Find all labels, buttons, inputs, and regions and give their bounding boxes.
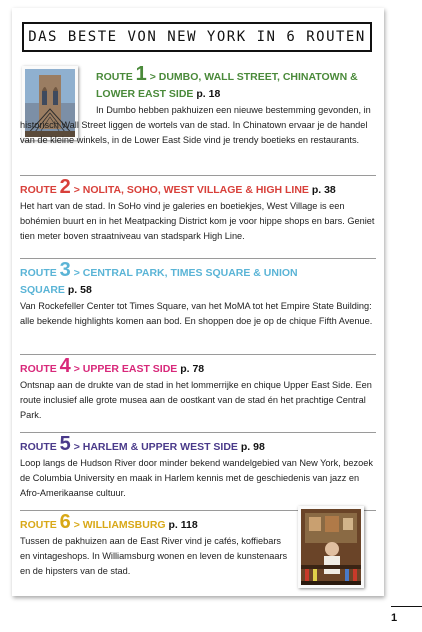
route-1-section bbox=[20, 63, 376, 148]
route-3-section bbox=[20, 259, 376, 329]
route-3-heading[interactable]: ROUTE 3 > CENTRAL PARK, TIMES SQUARE & UNION SQUARE p. 58 bbox=[20, 259, 298, 296]
footer-rule bbox=[391, 606, 422, 607]
divider bbox=[20, 175, 376, 176]
route-4-description: Ontsnap aan de drukte van de stad in het lommerrijke en chique Upper East Side. Een route inclusief alle grote musea aan de oostkant van de stad én het prachtige Central Park. bbox=[20, 380, 372, 420]
divider bbox=[20, 258, 376, 259]
route-1-description: In Dumbo hebben pakhuizen een nieuwe bestemming gevonden, in historisch Wall Street liggen de wortels van de stad. In Chinatown ervaar je de handel van de kleine winkels, in de Lower East Side vind je trendy boetieks en restaurants. bbox=[20, 105, 371, 145]
williamsburg-bar-image bbox=[301, 509, 361, 585]
route-6-heading[interactable]: ROUTE 6 > WILLIAMSBURG p. 118 bbox=[20, 511, 198, 533]
route-6-section bbox=[20, 511, 290, 579]
route-4-section bbox=[20, 355, 376, 423]
route-5-heading[interactable]: ROUTE 5 > HARLEM & UPPER WEST SIDE p. 98 bbox=[20, 433, 265, 455]
route-6-description: Tussen de pakhuizen aan de East River vind je cafés, koffiebars en vintageshops. In Williamsburg wonen en leven de kunstenaars en de hipsters van de stad. bbox=[20, 536, 288, 576]
divider bbox=[20, 354, 376, 355]
page-number: 1 bbox=[391, 612, 398, 624]
route-2-section bbox=[20, 176, 376, 244]
route-1-heading[interactable]: ROUTE 1 > DUMBO, WALL STREET, CHINATOWN & LOWER EAST SIDE p. 18 bbox=[96, 63, 358, 100]
route-3-description: Van Rockefeller Center tot Times Square, van het MoMA tot het Empire State Building: alle bekende highlights komen aan bod. En shoppen doe je op de chique Fifth Avenue. bbox=[20, 301, 373, 326]
route-4-heading[interactable]: ROUTE 4 > UPPER EAST SIDE p. 78 bbox=[20, 355, 205, 377]
route-5-section bbox=[20, 433, 376, 501]
route-2-heading[interactable]: ROUTE 2 > NOLITA, SOHO, WEST VILLAGE & HIGH LINE p. 38 bbox=[20, 176, 336, 198]
route-2-description: Het hart van de stad. In SoHo vind je galeries en boetiekjes, West Village is een bohémien buurt en in het Meatpacking District kom je voor hippe shops en bars. Geniet tien meter boven straatniveau van stadspark High Line. bbox=[20, 201, 375, 241]
route-overview-page bbox=[12, 8, 384, 596]
page-banner: DAS BESTE VON NEW YORK IN 6 ROUTEN bbox=[22, 22, 372, 52]
route-5-description: Loop langs de Hudson River door minder bekend wandelgebied van New York, bezoek de Columbia University en maak in Harlem kennis met de geschiedenis van jazz en Afro-Amerikaanse cultuur. bbox=[20, 458, 373, 498]
williamsburg-bar-photo bbox=[298, 506, 364, 588]
divider bbox=[20, 432, 376, 433]
